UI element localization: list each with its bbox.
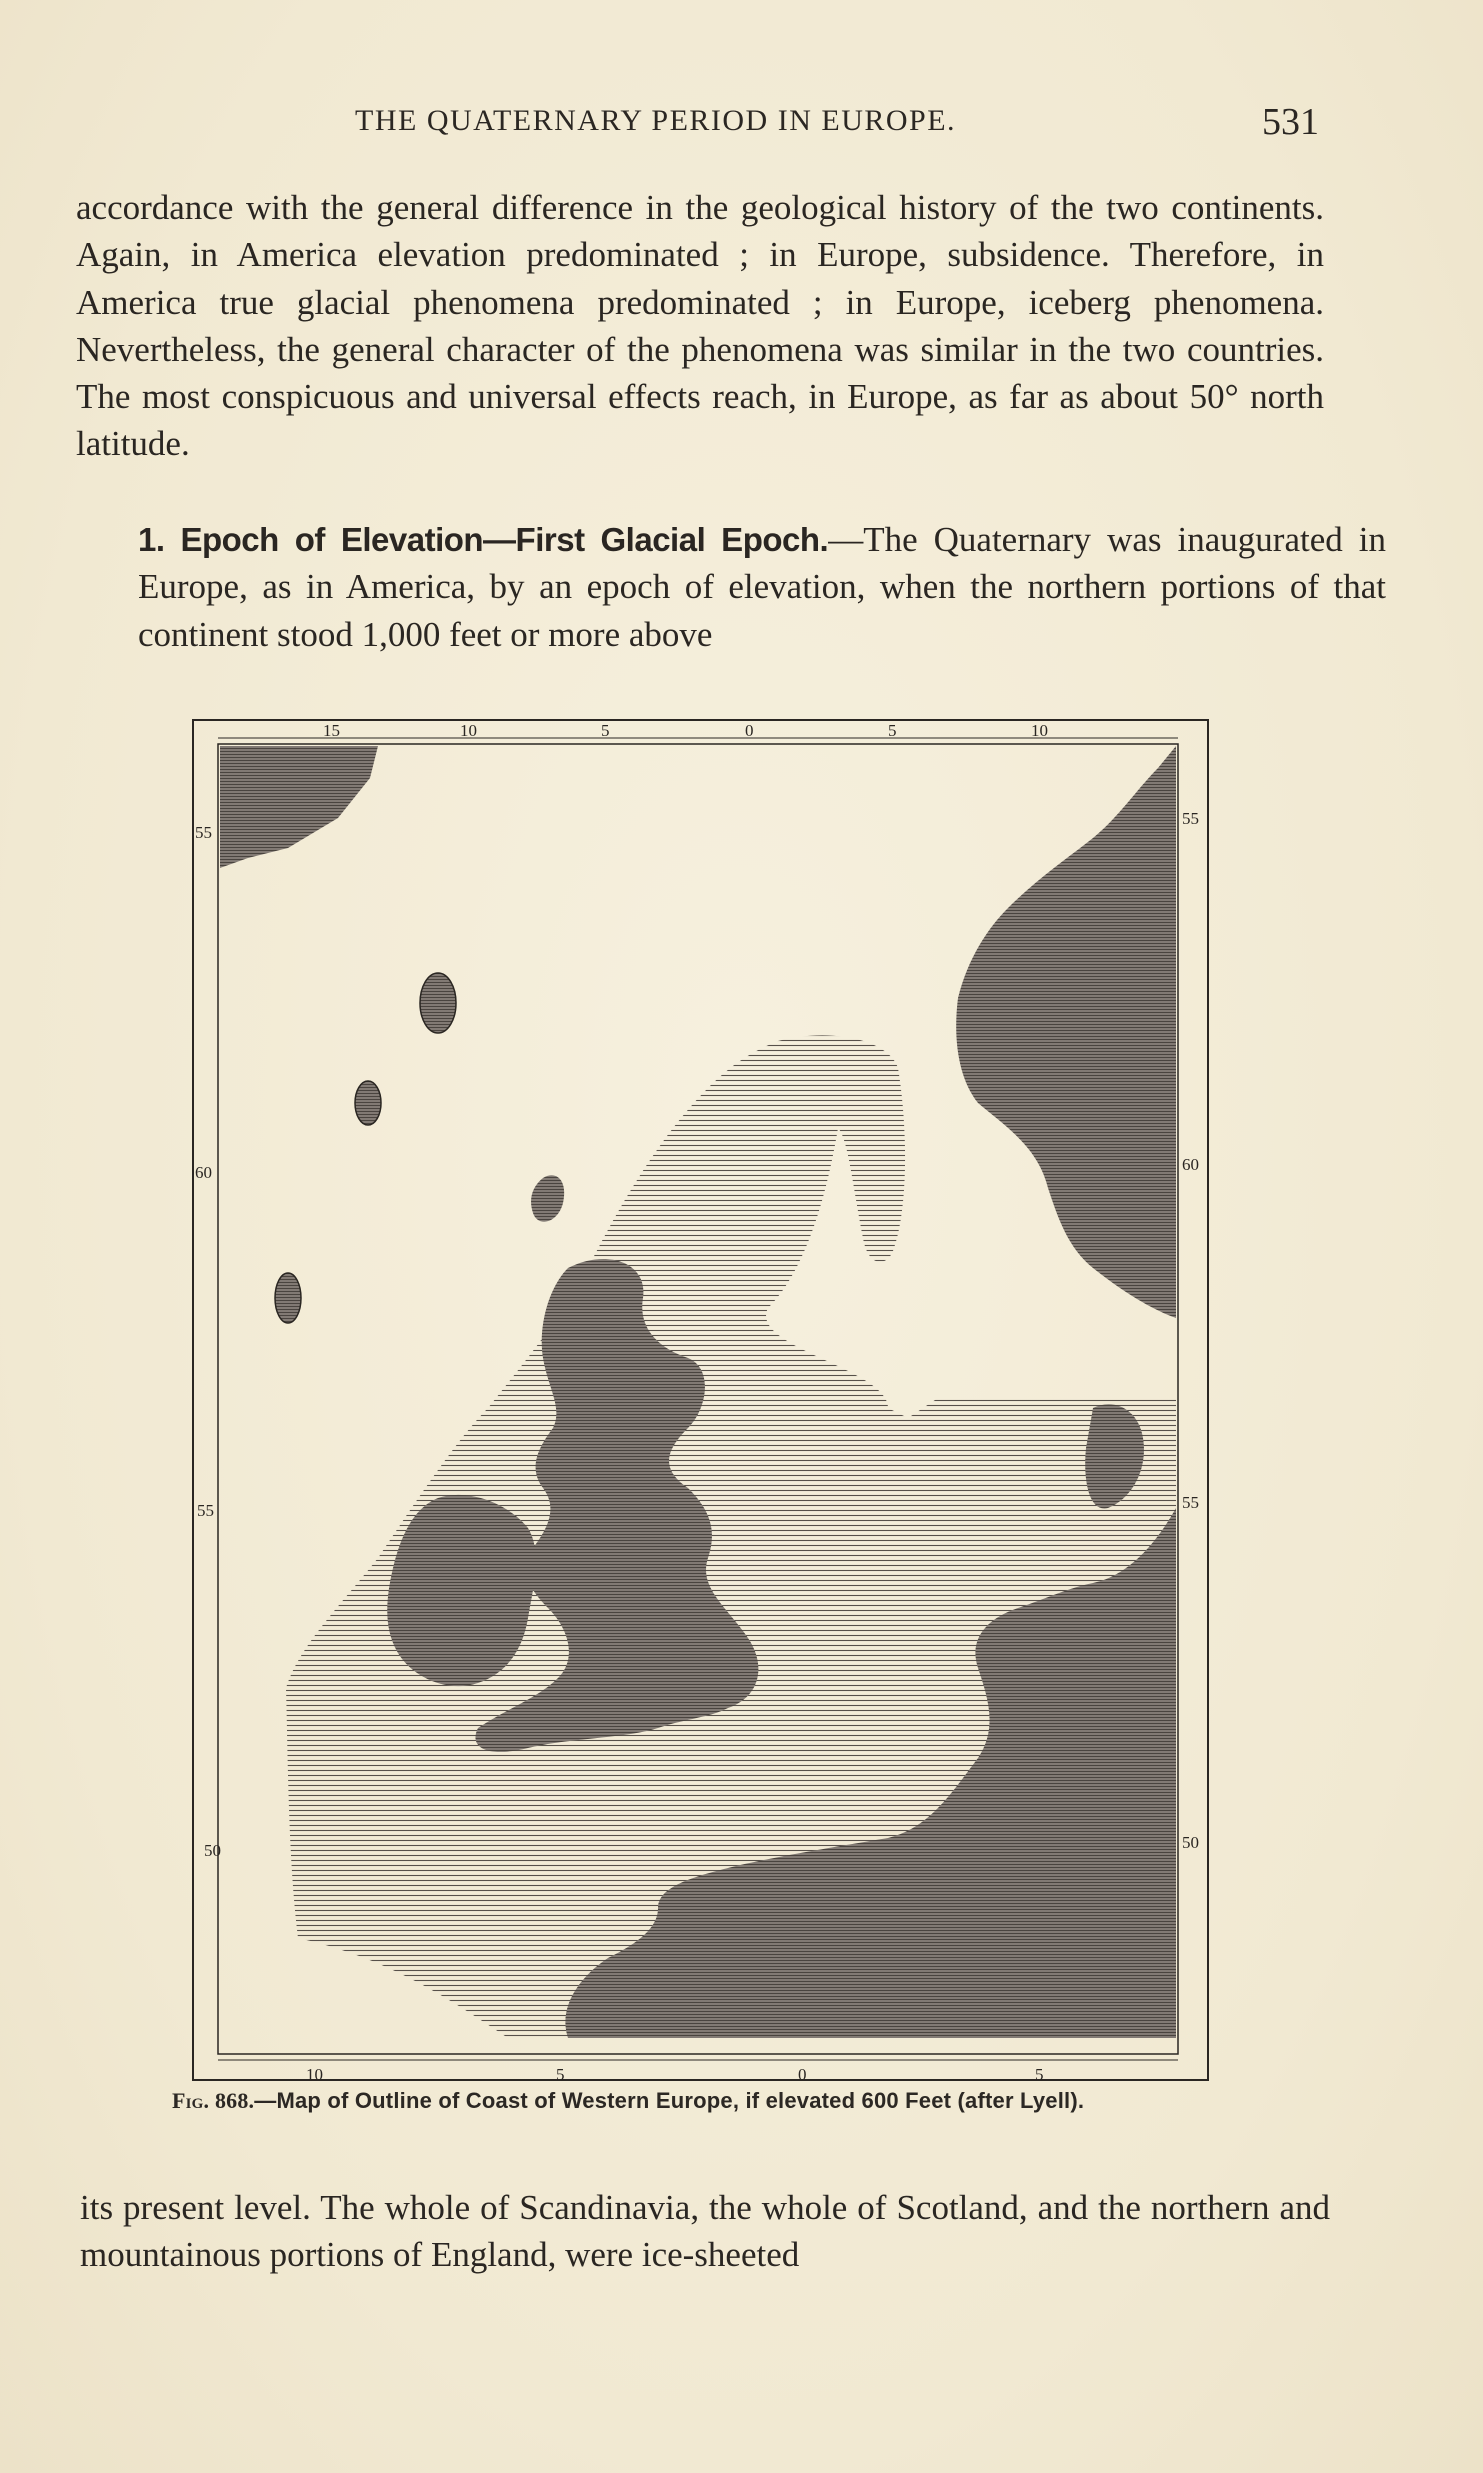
island-rockall — [420, 973, 456, 1033]
left-latitude-label: 60 — [195, 1163, 212, 1182]
figure-label: Fig. 868. — [172, 2088, 255, 2113]
bottom-longitude-label: 10 — [306, 2065, 323, 2084]
scandinavia — [956, 746, 1176, 1318]
right-latitude-label: 50 — [1182, 1833, 1199, 1852]
left-latitude-label: 50 — [204, 1841, 221, 1860]
figure-caption-text: —Map of Outline of Coast of Western Europe, if elevated 600 Feet (after Lyell). — [254, 2088, 1085, 2113]
paragraph-body: —The Quaternary was inaugurated in Europe, as in America, by an epoch of elevation, when the northern portions of that continent stood 1,000 feet or more above — [138, 520, 1386, 654]
figure-caption — [172, 2088, 1084, 2114]
paragraph-continues: its present level. The whole of Scandinavia, the whole of Scotland, and the northern and mountainous portions of England, were ice-sheeted — [80, 2188, 1330, 2274]
bottom-longitude-label: 5 — [556, 2065, 565, 2084]
paragraph-epoch-of-elevation — [76, 516, 1386, 658]
top-longitude-label: 10 — [460, 721, 477, 740]
bottom-longitude-label: 0 — [798, 2065, 807, 2084]
northwest-landmass — [220, 746, 378, 868]
island-far-west — [275, 1273, 301, 1323]
island-small-west — [355, 1081, 381, 1125]
top-longitude-label: 5 — [888, 721, 897, 740]
top-longitude-label: 10 — [1031, 721, 1048, 740]
page-number: 531 — [1262, 101, 1319, 143]
figure-map-western-europe — [188, 708, 1213, 2088]
top-longitude-label: 15 — [323, 721, 340, 740]
running-title: THE QUATERNARY PERIOD IN EUROPE. — [355, 104, 957, 137]
map-illustration — [188, 708, 1213, 2088]
left-latitude-label: 55 — [197, 1501, 214, 1520]
orkney-shetland — [531, 1175, 564, 1221]
top-longitude-label: 0 — [745, 721, 754, 740]
bottom-longitude-label: 5 — [1035, 2065, 1044, 2084]
section-heading: 1. Epoch of Elevation—First Glacial Epoch. — [138, 521, 829, 558]
top-longitude-label: 5 — [601, 721, 610, 740]
right-latitude-label: 55 — [1182, 1493, 1199, 1512]
left-latitude-label: 55 — [195, 823, 212, 842]
right-latitude-label: 55 — [1182, 809, 1199, 828]
right-latitude-label: 60 — [1182, 1155, 1199, 1174]
paragraph-continued: accordance with the general difference in the geological history of the two continents. Again, in America elevation predominated ; in Europe, subsidence. Therefore, in America true glacial phenomena predominated ; in Europe, iceberg phenomena. Nevertheless, the general character of the phenomena was similar in the two countries. The most conspicuous and universal effects reach, in Europe, as far as about 50° north latitude. — [76, 188, 1324, 464]
